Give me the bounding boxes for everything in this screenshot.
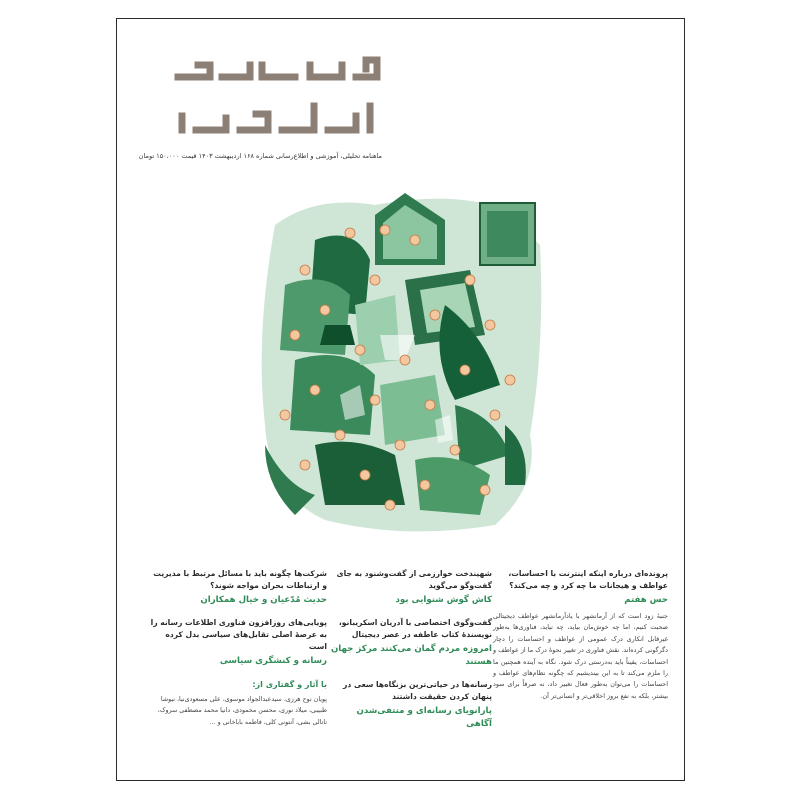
magazine-logo — [170, 52, 385, 152]
article-teaser: گفت‌وگوی اختصاصی با آدریان اسکریبانو، نویسندۀ کتاب عاطفه در عصر دیجیتال — [338, 618, 492, 639]
credits-list: پویان نوح هرزی، سیدعبدالجواد موسوی، علی مسعودی‌نیا، نیوشا طبیبی، میلاد نوری، محسن محمودی، دانیا محمد مصطفی سروک، ناتالی بشی، آنتونی کلی، فاطمه باباخانی و ... — [157, 696, 327, 726]
issue-info-line: ماهنامه تحلیلی، آموزشی و اطلاع‌رسانی شماره ۱۶۸ اردیبهشت ۱۴۰۳ قیمت ۱۵۰،۰۰۰ تومان — [138, 152, 382, 160]
credits-title: با آثار و گفتاری از: — [252, 680, 327, 689]
article-headline: امروزه مردم گمان می‌کنند مرکز جهان هستند — [330, 644, 492, 667]
article-headline: پارانویای رسانه‌ای و منتفی‌شدن آگاهی — [356, 706, 492, 729]
feature-body: جنبۀ زود است که از آرمانشهر با یادآرمانشهر عواطف دیجیتالی صحبت کنیم، اما چه خوش‌مان بیاید، چه نیاید، فناوری‌ها به‌طور غیرقابل انکاری درک عمومی از عواطف و احساسات را دچار دگرگونی کرده‌اند. نقش فناوری در تغییر نحوۀ درک ما از عواطف و احساسات، یقیناً باید به‌درستی درک شود. نگاه به آینده همچنین ما را ملزم می‌کند تا به این بیندیشیم که چگونه نظام‌های عواطف و احساسات را می‌توان به‌طور فعال تغییر داد، نه صرفاً برای سود بیشتر، بلکه به نفع بروز اخلاقی‌تر و انسانی‌تر آن. — [493, 612, 668, 700]
feature-headline: حس هفتم — [624, 595, 668, 605]
article-headline: کاش گوش شنوایی بود — [395, 595, 492, 605]
article-teaser: شهیندخت خوارزمی از گفت‌وشنود به جای گفت‌وگو می‌گوید — [336, 569, 492, 590]
article-headline: رسانه و کنشگری سیاسی — [219, 656, 327, 666]
feature-column — [493, 568, 668, 702]
article-teaser: رسانه‌ها در حیاتی‌ترین بزنگاه‌ها سعی در پنهان کردن حقیقت داشتند — [343, 680, 492, 701]
feature-teaser: پرونده‌ای درباره اینکه اینترنت با احساسات، عواطف و هیجانات ما چه کرد و چه می‌کند؟ — [508, 569, 668, 590]
article-teaser: شرکت‌ها چگونه باید با مسائل مرتبط با مدیریت و ارتباطات بحران مواجه شوند؟ — [153, 569, 327, 590]
cover-illustration — [255, 185, 545, 535]
article-teaser: پویایی‌های روزافزون فناوری اطلاعات رسانه را به عرصۀ اصلی تقابل‌های سیاسی بدل کرده است — [150, 618, 327, 651]
left-column — [150, 568, 327, 728]
article-headline: حدیث مُدّعیان و خیال همکاران — [200, 595, 327, 605]
middle-column — [330, 568, 492, 741]
